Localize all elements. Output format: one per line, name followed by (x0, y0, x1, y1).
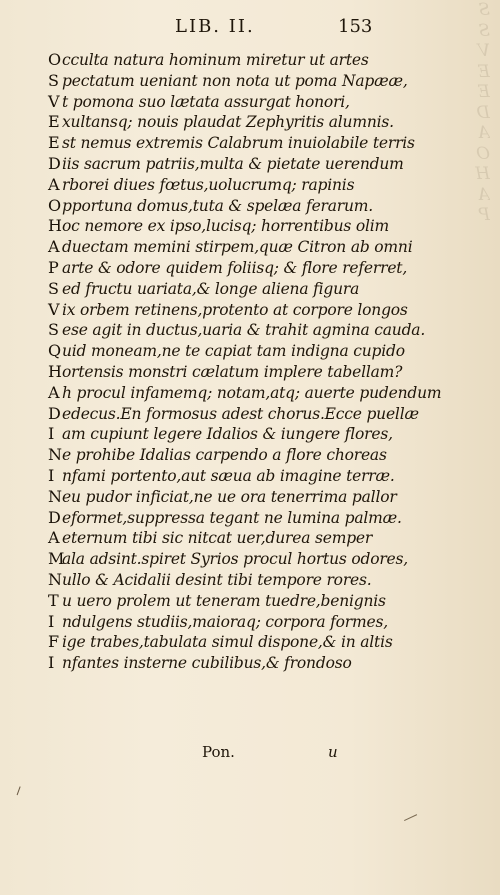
verse-line (48, 341, 405, 362)
verse-line (48, 299, 408, 321)
verse-initial: O (48, 50, 61, 69)
verse-text: rborei diues fœtus,uolucrumq; rapinis (62, 175, 355, 194)
verse-initial: S (48, 70, 59, 90)
verse-text: am cupiunt legere Idalios & iungere flores, (62, 425, 393, 444)
verse-text: st nemus extremis Calabrum inuiolabile terris (62, 134, 415, 153)
verse-line (48, 257, 408, 279)
verse-initial: D (48, 507, 61, 527)
verse-line (48, 486, 397, 508)
verse-text: arte & odore quidem foliisq; & flore referret, (62, 258, 408, 277)
verse-initial: A (48, 237, 60, 257)
verse-text: xultansq; nouis plaudat Zephyritis alumnis. (62, 113, 394, 132)
verse-text: pportuna domus,tuta & spelæa ferarum. (62, 196, 374, 215)
page-header (0, 16, 500, 40)
verse-initial: A (48, 528, 60, 548)
verse-text: oc nemore ex ipso,lucisq; horrentibus olim (62, 217, 389, 236)
verse-line (48, 112, 393, 133)
verse-line (48, 92, 393, 113)
verse-initial: F (48, 632, 59, 652)
verse-initial: E (48, 112, 60, 132)
verse-text: uid moneam,ne te capiat tam indigna cupido (62, 342, 405, 361)
verse-line (48, 466, 393, 487)
stray-ink-mark (17, 786, 25, 796)
show-through-text: S S V E E D A O H A P (475, 0, 490, 225)
verse-line (48, 175, 393, 196)
verse-line (48, 403, 419, 425)
verse-line (48, 153, 404, 175)
verse-initial: H (48, 361, 62, 381)
verse-initial: S (48, 320, 59, 340)
verse-line (48, 70, 408, 92)
verse-initial: I (48, 653, 55, 673)
verse-initial: A (48, 382, 60, 402)
verse-initial: N (48, 486, 62, 506)
verse-initial: V (48, 91, 60, 111)
page-number: 153 (338, 16, 373, 37)
verse-line (48, 528, 393, 549)
verse-line (48, 196, 393, 217)
verse-text: ortensis monstri cælatum implere tabellam? (62, 362, 403, 381)
verse-line (48, 591, 393, 612)
verse-line (48, 279, 393, 300)
verse-line (48, 361, 403, 383)
verse-text: eu pudor inficiat,ne ue ora tenerrima pallor (62, 487, 397, 506)
verse-list (48, 50, 442, 674)
verse-text: ix orbem retinens,protento at corpore longos (62, 300, 408, 319)
verse-initial: H (48, 216, 62, 236)
verse-line (48, 570, 393, 591)
verse-line (48, 653, 393, 674)
verse-text: ala adsint.spiret Syrios procul hortus odores, (62, 550, 408, 569)
stray-ink-mark (404, 814, 418, 823)
running-head: LIB. II. (175, 16, 255, 37)
catchword: u (328, 743, 338, 761)
verse-line (48, 549, 408, 570)
verse-initial: D (48, 153, 61, 173)
verse-line (48, 507, 402, 529)
verse-line (48, 612, 393, 633)
verse-initial: A (48, 174, 60, 194)
verse-text: h procul infamemq; notam,atq; auerte pudendum (62, 383, 442, 402)
verse-text: duectam memini stirpem,quæ Citron ab omni (62, 238, 413, 257)
verse-initial: I (48, 611, 55, 631)
verse-initial: S (48, 278, 59, 298)
verse-line (48, 424, 393, 445)
verse-initial: V (48, 299, 60, 319)
verse-text: ese agit in ductus,uaria & trahit agmina cauda. (62, 321, 426, 340)
verse-initial: N (48, 445, 62, 465)
verse-text: nfami portento,aut sæua ab imagine terræ. (62, 466, 395, 485)
verse-initial: T (48, 590, 59, 610)
verse-line (48, 445, 393, 466)
verse-initial: P (48, 257, 59, 277)
verse-line (48, 216, 393, 237)
verse-text: ndulgens studiis,maioraq; corpora formes, (62, 612, 388, 631)
verse-text: cculta natura hominum miretur ut artes (62, 51, 369, 69)
verse-text: iis sacrum patriis,multa & pietate uerendum (62, 154, 404, 173)
verse-initial: I (48, 424, 55, 444)
verse-text: e prohibe Idalias carpendo a flore choreas (62, 446, 387, 465)
verse-initial: D (48, 403, 61, 423)
verse-text: ullo & Acidalii desint tibi tempore rores. (62, 570, 372, 589)
verse-text: nfantes insterne cubilibus,& frondoso (62, 654, 352, 673)
verse-line (48, 632, 393, 653)
verse-text: eformet,suppressa tegant ne lumina palmæ. (62, 508, 402, 527)
verse-initial: M (48, 549, 65, 569)
verse-line (48, 320, 426, 341)
verse-text: ed fructu uariata,& longe aliena figura (62, 279, 360, 298)
verse-text: t pomona suo lætata assurgat honori, (62, 92, 350, 111)
verse-initial: Q (48, 341, 61, 361)
verse-line (48, 237, 413, 258)
verse-text: u uero prolem ut teneram tuedre,benignis (62, 591, 386, 610)
verse-line (48, 50, 393, 71)
verse-text: ige trabes,tabulata simul dispone,& in altis (62, 633, 393, 652)
verse-text: eternum tibi sic nitcat uer,durea semper (62, 529, 373, 548)
verse-initial: I (48, 465, 55, 485)
verse-line (48, 382, 442, 404)
verse-text: pectatum ueniant non nota ut poma Napææ, (62, 71, 408, 90)
verse-initial: E (48, 133, 60, 153)
signature-mark: Pon. (202, 743, 235, 761)
verse-initial: O (48, 195, 61, 215)
verse-text: edecus.En formosus adest chorus.Ecce puellæ (62, 404, 419, 423)
verse-initial: N (48, 569, 62, 589)
verse-line (48, 133, 415, 154)
